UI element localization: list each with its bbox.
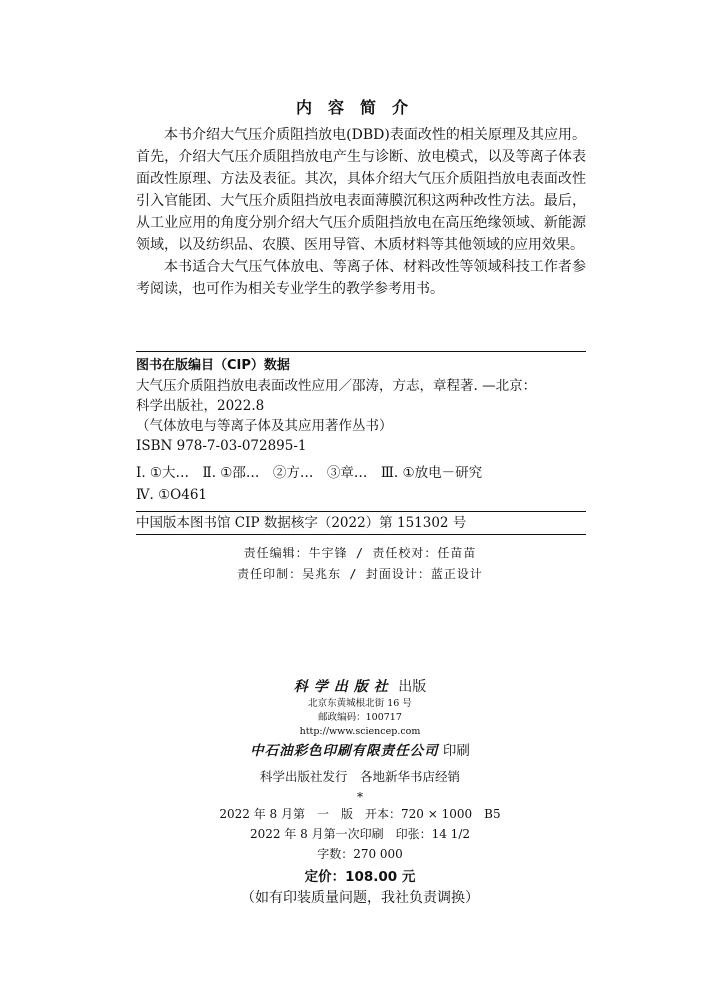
- cip-heading: 图书在版编目（CIP）数据: [136, 358, 290, 373]
- editorial-credits: [0, 543, 720, 585]
- printer-name: 中石油彩色印刷有限责任公司: [250, 743, 439, 759]
- cip-record-number: 中国版本图书馆 CIP 数据核字（2022）第 151302 号: [136, 511, 586, 534]
- cip-catalog-line: Ⅰ. ①大… Ⅱ. ①邵… ②方… ③章… Ⅲ. ①放电－研究: [136, 465, 483, 481]
- publisher-logo-text: 科学出版社: [293, 679, 394, 695]
- separator-star: *: [357, 790, 363, 804]
- cip-catalog: [136, 462, 586, 506]
- cip-line: （气体放电与等离子体及其应用著作丛书）: [136, 418, 393, 434]
- quality-notice: （如有印装质量问题，我社负责调换）: [241, 890, 479, 906]
- summary-paragraph: 本书介绍大气压介质阻挡放电(DBD)表面改性的相关原理及其应用。首先，介绍大气压介质阻挡放电产生与诊断、放电模式，以及等离子体表面改性原理、方法及表征。其次，具体介绍大气压介质阻挡放电表面改性引入官能团、大气压介质阻挡放电表面薄膜沉积这两种改性方法。最后，从工业应用的角度分别介绍大气压介质阻挡放电在高压绝缘领域、新能源领域，以及纺织品、农膜、医用导管、木质材料等其他领域的应用效果。: [136, 127, 586, 253]
- printer-suffix: 印刷: [442, 743, 470, 759]
- cip-isbn: ISBN 978-7-03-072895-1: [136, 438, 307, 454]
- distribution-line: 科学出版社发行 各地新华书店经销: [259, 769, 460, 784]
- cip-catalog-line: Ⅳ. ①O461: [136, 487, 208, 503]
- publisher-suffix: 出版: [398, 679, 427, 695]
- cip-line: 大气压介质阻挡放电表面改性应用／邵涛，方志，章程著. —北京：: [136, 378, 537, 394]
- summary-paragraph: 本书适合大气压气体放电、等离子体、材料改性等领域科技工作者参考阅读，也可作为相关专业学生的教学参考用书。: [136, 259, 586, 297]
- summary-body: [136, 124, 586, 300]
- price-line: 定价：108.00 元: [304, 869, 416, 885]
- word-count-line: 字数：270 000: [317, 847, 403, 861]
- cip-data-block: [136, 351, 586, 535]
- printer-line: [0, 741, 720, 761]
- publisher-website: http://www.sciencep.com: [299, 726, 421, 737]
- edition-line: 2022 年 8 月第 一 版 开本：720 × 1000 B5: [219, 807, 501, 821]
- publisher-address: 北京东黄城根北街 16 号: [308, 698, 412, 709]
- cip-line: 科学出版社，2022.8: [136, 398, 265, 414]
- edition-line: 2022 年 8 月第一次印刷 印张：14 1/2: [249, 827, 470, 841]
- publisher-postcode: 邮政编码：100717: [318, 712, 402, 723]
- publication-info: [0, 677, 720, 909]
- credit-line: 责任编辑：牛宇锋 / 责任校对：任苗苗: [243, 546, 477, 560]
- credit-line: 责任印制：吴兆东 / 封面设计：蓝正设计: [237, 567, 483, 581]
- summary-title: 内容简介: [295, 98, 424, 117]
- publisher-line: [0, 677, 720, 697]
